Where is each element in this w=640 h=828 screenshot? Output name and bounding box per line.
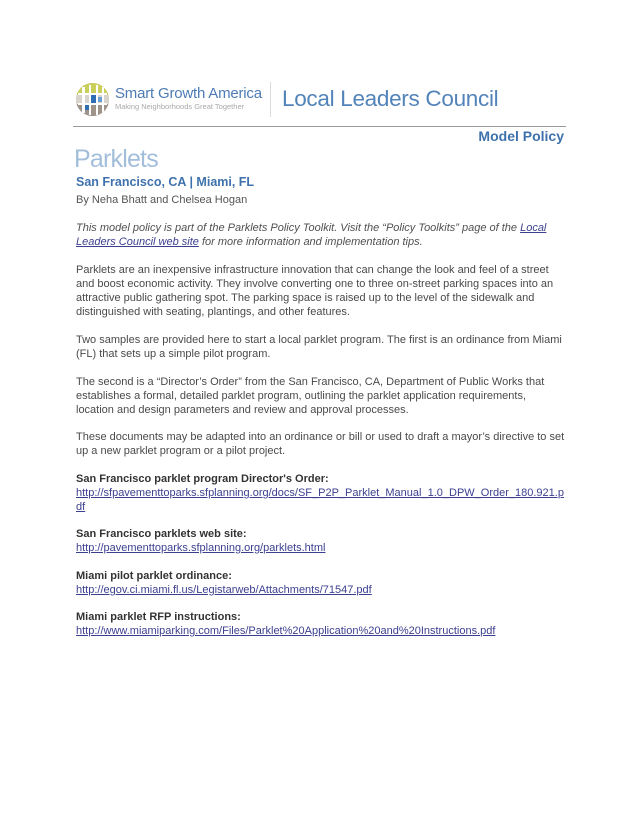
resource-link[interactable]: http://www.miamiparking.com/Files/Parklet%20Application%20and%20Instructions.pdf bbox=[76, 625, 496, 637]
paragraph-text: The second is a “Director’s Order” from the San Francisco, CA, Department of Public Works that establishes a formal, detailed parklet program, outlining the parklet application requirements, location and design parameters and review and approval processes. bbox=[76, 376, 545, 416]
resource-item bbox=[76, 527, 566, 555]
brand-name: Smart Growth America bbox=[115, 85, 262, 102]
horizontal-rule bbox=[73, 126, 566, 127]
paragraph-text: Parklets are an inexpensive infrastructure innovation that can change the look and feel of a street and boost economic activity. They involve converting one to three on-street parking spaces into an attractive public gathering spot. The parking space is raised up to the level of the sidewalk and distinguished with seating, plantings, and other features. bbox=[76, 264, 554, 318]
grid-circle-logo-icon bbox=[76, 83, 109, 116]
resource-label: Miami parklet RFP instructions: bbox=[76, 611, 241, 623]
body-paragraph bbox=[76, 333, 566, 361]
paragraph-text: Two samples are provided here to start a local parklet program. The first is an ordinance from Miami (FL) that sets up a simple pilot program. bbox=[76, 334, 562, 360]
authors-line: By Neha Bhatt and Chelsea Hogan bbox=[76, 194, 248, 206]
doc-type-label: Model Policy bbox=[478, 128, 564, 144]
locations-subtitle: San Francisco, CA | Miami, FL bbox=[76, 175, 255, 189]
resource-label: Miami pilot parklet ordinance: bbox=[76, 570, 232, 582]
resource-link[interactable]: http://sfpavementtoparks.sfplanning.org/docs/SF_P2P_Parklet_Manual_1.0_DPW_Order_180.921.pdf bbox=[76, 487, 564, 513]
resource-label: San Francisco parklet program Director's Order: bbox=[76, 473, 329, 485]
resource-item bbox=[76, 610, 566, 638]
paragraph-text: These documents may be adapted into an ordinance or bill or used to draft a mayor’s directive to set up a new parklet program or a pilot project. bbox=[76, 431, 565, 457]
intro-paragraph bbox=[76, 221, 566, 249]
header-divider bbox=[270, 82, 271, 117]
body-paragraph bbox=[76, 430, 566, 458]
resource-item bbox=[76, 472, 566, 514]
intro-text-end: for more information and implementation tips. bbox=[198, 236, 423, 248]
document-header bbox=[76, 80, 576, 120]
intro-text: This model policy is part of the Parklets Policy Toolkit. Visit the “Policy Toolkits” page of the bbox=[76, 222, 521, 234]
brand-block bbox=[115, 86, 262, 112]
council-name: Local Leaders Council bbox=[282, 86, 499, 111]
page-title: Parklets bbox=[74, 145, 158, 173]
brand-tagline: Making Neighborhoods Great Together bbox=[115, 102, 245, 111]
body-paragraph bbox=[76, 263, 566, 319]
body-paragraph bbox=[76, 375, 566, 417]
resource-item bbox=[76, 569, 566, 597]
council-website-link[interactable]: Local Leaders Council web site bbox=[76, 222, 547, 248]
resource-link[interactable]: http://pavementtoparks.sfplanning.org/parklets.html bbox=[76, 542, 326, 554]
resource-link[interactable]: http://egov.ci.miami.fl.us/Legistarweb/Attachments/71547.pdf bbox=[76, 584, 372, 596]
resource-label: San Francisco parklets web site: bbox=[76, 528, 247, 540]
